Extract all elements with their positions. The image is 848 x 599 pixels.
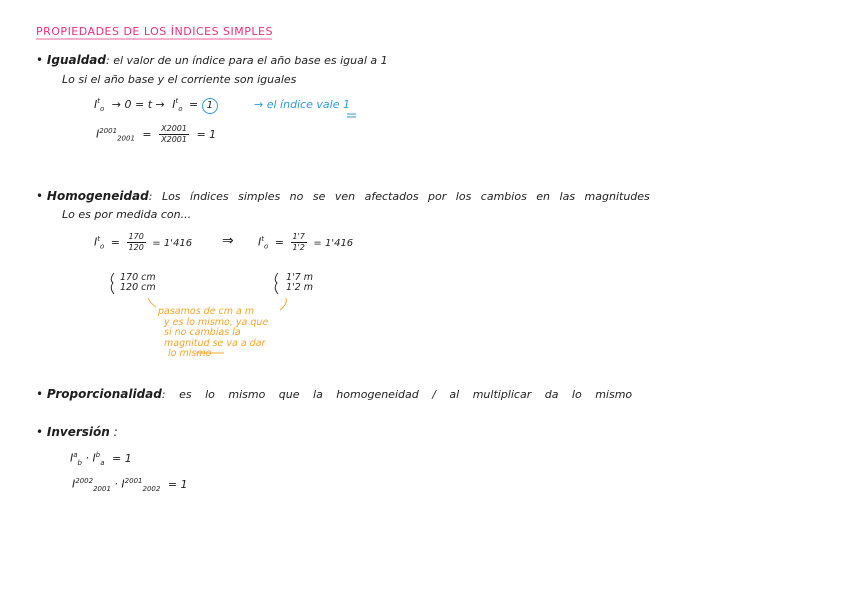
index-symbol: I [94, 98, 98, 111]
orange-note-line: lo mismo [168, 348, 212, 359]
result: = 1 [167, 477, 188, 491]
index-symbol: I [258, 235, 262, 249]
equals: = [274, 235, 285, 249]
dot: · [114, 477, 118, 491]
index-symbol: I [94, 235, 98, 249]
dot: · [85, 451, 89, 465]
igualdad-term: Igualdad [46, 53, 106, 67]
orange-note-line: y es lo mismo, ya que [164, 316, 269, 328]
index-sup: a [73, 451, 78, 459]
equals: = [142, 127, 152, 141]
bullet: • [36, 189, 44, 203]
arrow-text: → 0 = t → [111, 98, 165, 111]
frac-result: = 1 [196, 127, 217, 141]
proporcionalidad-definition: : es lo mismo que la homogeneidad / al multiplicar da lo mismo [161, 388, 633, 401]
arrow-icon: → [254, 98, 264, 111]
index-sup: t [97, 234, 100, 243]
index-sub: o [100, 105, 105, 114]
result: = 1'416 [152, 237, 193, 249]
result: = 1 [112, 451, 132, 465]
orange-note-line: pasamos de cm a m [158, 306, 255, 317]
implies-icon: ⇒ [222, 233, 234, 249]
right-value-bottom: 1'2 m [286, 282, 313, 293]
index-symbol: I [70, 451, 74, 465]
page-title-text: PROPIEDADES DE LOS ÍNDICES SIMPLES [36, 25, 273, 38]
fraction-numerator: 1'7 [292, 232, 305, 241]
blue-note-text: el índice vale 1 [266, 98, 350, 111]
fraction-numerator: X2001 [161, 124, 187, 133]
index-sub: o [100, 242, 105, 251]
homogeneidad-definition: : Los índices simples no se ven afectados por los cambios en las magnitudes [148, 190, 650, 203]
index-sub: 2001 [93, 484, 111, 493]
proporcionalidad-term: Proporcionalidad [46, 387, 162, 401]
fraction-denominator: 120 [128, 243, 144, 252]
index-symbol: I [72, 477, 76, 491]
index-symbol-b: I [172, 98, 176, 111]
homogeneidad-line2: Lo es por medida con... [62, 208, 192, 221]
index-sub: b [77, 458, 82, 467]
right-value-top: 1'7 m [286, 272, 313, 283]
index-sub: 2002 [142, 484, 161, 493]
equals: = [110, 235, 121, 249]
left-value-top: 170 cm [120, 272, 156, 283]
index-sub: a [100, 458, 105, 467]
fraction-numerator: 170 [128, 232, 144, 241]
index-sub: o [264, 242, 269, 251]
inversion-heading [36, 426, 118, 438]
inversion-formula-1 [70, 452, 132, 467]
frac-lhs: I [96, 127, 100, 141]
index-sup: b [95, 451, 101, 459]
index-sup: t [261, 234, 264, 243]
fraction-denominator: X2001 [161, 135, 187, 144]
index-symbol: I [92, 451, 96, 465]
frac-lhs-sup: 2001 [99, 126, 118, 135]
index-symbol: I [121, 477, 125, 491]
inversion-colon: : [113, 425, 118, 439]
index-b-sub: o [178, 105, 183, 114]
proporcionalidad-heading [36, 388, 632, 400]
circled-one: 1 [202, 98, 218, 114]
igualdad-definition: : el valor de un índice para el año base es igual a 1 [106, 54, 388, 67]
orange-note-line: si no cambias la [164, 327, 241, 338]
index-b-sup: t [175, 97, 179, 106]
fraction-denominator: 1'2 [292, 243, 305, 252]
bullet: • [36, 387, 44, 401]
index-sup: 2002 [75, 477, 94, 485]
index-sup: 2001 [124, 477, 143, 485]
equals: = [189, 98, 199, 111]
inversion-formula-2 [72, 478, 188, 493]
orange-note-line: magnitud se va a dar [164, 337, 266, 349]
bullet: • [36, 53, 44, 67]
left-value-bottom: 120 cm [120, 282, 156, 293]
index-sup: t [97, 97, 100, 106]
homogeneidad-term: Homogeneidad [46, 189, 149, 203]
bullet: • [36, 425, 44, 439]
result: = 1'416 [313, 237, 354, 249]
inversion-term: Inversión [46, 425, 110, 439]
igualdad-line2: Lo si el año base y el corriente son iguales [62, 73, 297, 86]
frac-lhs-sub: 2001 [117, 134, 135, 143]
